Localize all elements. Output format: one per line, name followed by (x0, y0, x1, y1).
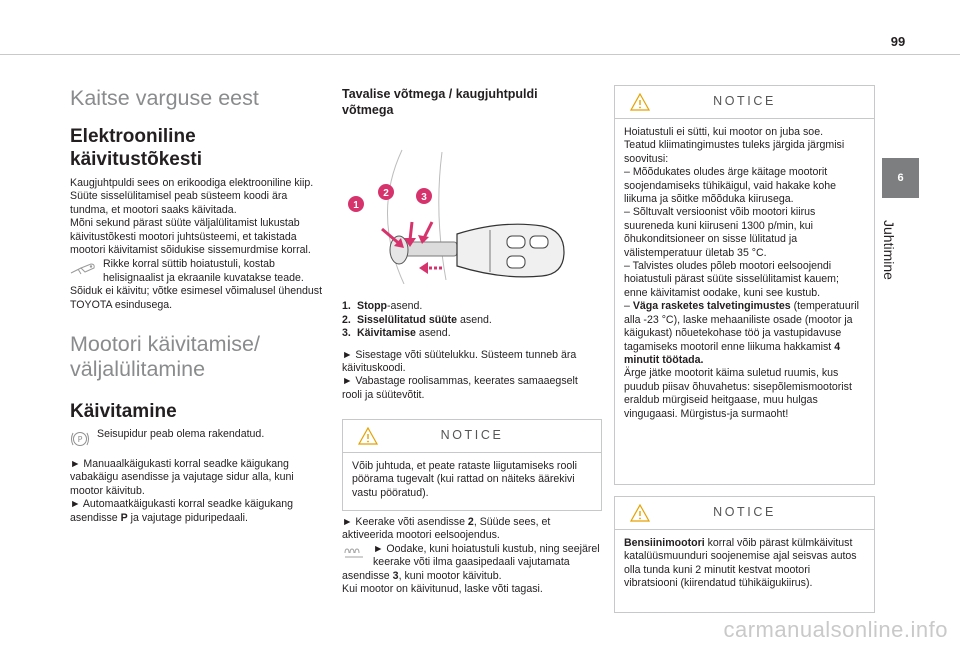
paragraph: Ärge jätke mootorit käima suletud ruumis, kus puudub piisav õhuvahetus: sisepõlemismootorist eraldub mürgiseid heitgaase, muu hulgas vingugaasi. Mürgistus-ja surmaoht! (624, 367, 852, 420)
chapter-name-label: Juhtimine (881, 220, 897, 280)
paragraph: Mõni sekund pärast süüte väljalülitamist lukustab käivitustõkesti mootori juhtsüsteemi, et takistada mootori käivitamist sõidukise sissemurdmise korral. (70, 217, 311, 257)
notice-title: NOTICE (713, 94, 776, 108)
column-1 (70, 86, 323, 525)
paragraph (624, 300, 865, 367)
text-run-bold: Väga rasketes talvetingimustes (632, 300, 791, 313)
paragraph: ► Manuaalkäigukasti korral seadke käigukang vabakäigu asendisse ja vajutage sidur alla, kuni mootor käivitub. (70, 458, 294, 497)
paragraph: Teatud kliimatingimustes tuleks järgida järgmisi soovitusi: (624, 139, 845, 165)
text-run: ► Oodake, kuni hoiatustuli kustub, ning seejärel keerake võti ilma gaasipedaali vajutamata asendisse (342, 542, 600, 582)
list-bold: Stopp (357, 300, 388, 313)
paragraph (70, 498, 323, 525)
callout-3 (416, 188, 432, 204)
text-run: ► Automaatkäigukasti korral seadke käigukang asendisse (70, 498, 294, 524)
svg-text:1: 1 (353, 200, 359, 211)
notice-box-steering (342, 419, 602, 511)
column-2 (342, 86, 600, 402)
text-run: ► Keerake võti asendisse (342, 516, 468, 528)
watermark: carmanualsonline.info (723, 617, 948, 642)
paragraph: – Sõltuvalt versioonist võib mootori kiirus suureneda kuni kiiruseni 1300 p/min, kui õhukonditsioneer on sisse lülitatud ja välistemperatuur ületab 35 °C. (624, 206, 816, 259)
list-item (342, 300, 600, 313)
text-run-bold: 4 minutit töötada. (624, 340, 841, 366)
text-run-bold: P (120, 511, 128, 524)
paragraph: – Mõõdukates oludes ärge käitage mootorit soojendamiseks tühikäigul, vaid hakake kohe liikuma ja sõitke mõõduka kiirusega. (624, 166, 837, 206)
text-run-bold: Bensiinimootori (624, 537, 705, 549)
svg-text:2: 2 (383, 188, 389, 199)
title-line1: Tavalise võtmega / kaugjuhtpuldi (342, 87, 538, 101)
notice-box-warmup (614, 85, 875, 485)
text-run: , Süüde sees, et aktiveerida mootori eelsoojendus. (342, 516, 551, 542)
ignition-key-illustration (342, 134, 592, 284)
paragraph-with-icon (342, 543, 600, 583)
subsection-title-immobiliser (70, 125, 323, 171)
paragraph: Hoiatustuli ei sütti, kui mootor on juba soe. (624, 126, 824, 138)
paragraph-with-icon (70, 258, 323, 285)
notice-title: NOTICE (713, 505, 776, 519)
section-title-line1: Mootori käivitamise/ (70, 332, 260, 357)
section-title-start-stop (70, 332, 323, 382)
svg-text:P: P (77, 435, 83, 445)
callout-1 (348, 196, 364, 212)
list-number: 3. (342, 327, 351, 340)
paragraph: – Talvistes oludes põleb mootori eelsoojendi hoiatustuli pärast süüte sisselülitamist kauem; enne käivitamist oodake, kuni see kustub. (624, 260, 839, 299)
list-bold: Sisselülitatud süüte (357, 313, 458, 326)
notice-body (615, 119, 874, 427)
chapter-name (881, 220, 921, 300)
list-text: asend. (415, 327, 451, 340)
paragraph-with-icon (70, 428, 323, 454)
list-item (342, 327, 600, 340)
notice-text: Võib juhtuda, et peate rataste liigutamiseks rooli pöörama tugevalt (kui rattad on näiteks äärekivi vastu pööratud). (352, 460, 577, 499)
list-bold: Käivitamise (357, 327, 416, 340)
title-line2: võtmega (342, 103, 394, 117)
text-run-bold: 3 (392, 569, 399, 582)
column-2-bottom (342, 516, 600, 596)
paragraph (342, 516, 600, 543)
notice-body (615, 530, 874, 597)
paragraph: Kui mootor on käivitunud, laske võti tagasi. (342, 583, 543, 596)
list-text: -asend. (387, 300, 423, 313)
callout-2 (378, 184, 394, 200)
text-run-bold: 2 (467, 516, 474, 528)
list-number: 1. (342, 300, 351, 313)
preheating-icon (341, 543, 367, 563)
paragraph: Sõiduk ei käivitu; võtke esimesel võimalusel ühendust TOYOTA esindusega. (70, 285, 323, 311)
subsection-title-key (342, 86, 600, 118)
subsection-title-line1: Elektrooniline (70, 126, 196, 147)
list-number: 2. (342, 313, 351, 326)
subsection-title-starting: Käivitamine (70, 401, 177, 423)
section-title-line2: väljalülitamine (70, 357, 206, 382)
subsection-title-line2: käivitustõkesti (70, 149, 202, 170)
notice-title: NOTICE (440, 428, 504, 442)
paragraph: Kaugjuhtpuldi sees on erikoodiga elektrooniline kiip. Süüte sisselülitamisel peab süsteem koodi ära tundma, et mootori saaks käivitada. (70, 177, 314, 216)
text-run: ja vajutage piduripedaali. (127, 511, 248, 524)
text-run: korral võib pärast külmkäivitust katalüüsmuunduri soojenemise ajal seisvas autos olla tunda kuni 2 minutit kestvat mootori vibratsiooni (kiirendatud tühikäigukiirus). (624, 537, 857, 590)
paragraph: ► Sisestage võti süütelukku. Süsteem tunneb ära käivituskoodi. (342, 348, 577, 375)
parking-brake-icon (69, 428, 91, 450)
text-run: (temperatuuril alla -23 °C), laske mehaaniliste osade (mootor ja käigukast) nõuetekohase töö ja vastupidavuse tagamiseks mootoril enne liikuma hakkamist (624, 300, 859, 353)
svg-text:3: 3 (421, 192, 427, 203)
paragraph-text: Rikke korral süttib hoiatustuli, kostab helisignaalist ja ekraanile kuvatakse teade. (103, 258, 304, 284)
key-warning-icon (69, 258, 97, 280)
page-number: 99 (890, 34, 906, 49)
paragraph-text: Seisupidur peab olema rakendatud. (97, 428, 265, 441)
text-run: – (624, 300, 633, 313)
notice-header (343, 420, 601, 453)
header-rule (0, 54, 960, 55)
text-run: , kuni mootor käivitub. (398, 569, 502, 582)
list-item (342, 314, 600, 327)
section-title-anti-theft: Kaitse varguse eest (70, 86, 259, 110)
notice-header (615, 86, 874, 119)
notice-box-petrol (614, 496, 875, 613)
notice-header (615, 497, 874, 530)
paragraph: ► Vabastage roolisammas, keerates samaaegselt rooli ja süütevõtit. (342, 375, 578, 401)
list-text: asend. (457, 313, 492, 326)
chapter-tab[interactable]: 6 (882, 158, 919, 198)
